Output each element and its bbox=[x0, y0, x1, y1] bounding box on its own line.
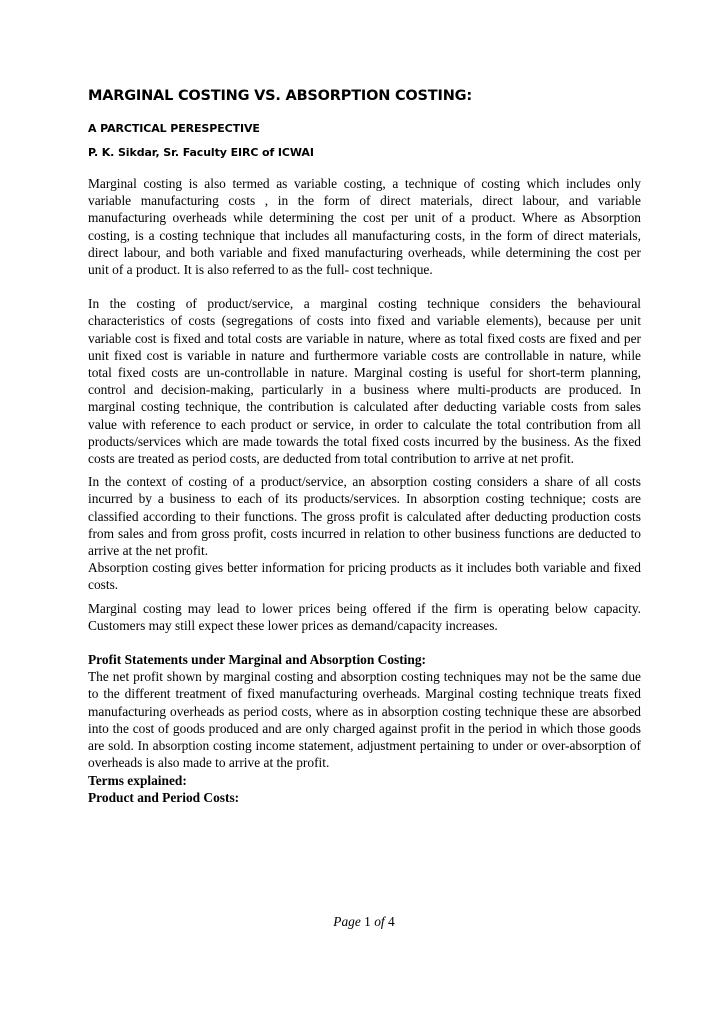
author-line: P. K. Sikdar, Sr. Faculty EIRC of ICWAI bbox=[88, 146, 314, 159]
of-word: of bbox=[374, 914, 385, 929]
terms-heading: Terms explained: bbox=[88, 772, 187, 788]
document-body bbox=[88, 88, 641, 806]
document-subtitle: A PARCTICAL PERESPECTIVE bbox=[88, 122, 260, 135]
document-title: MARGINAL COSTING VS. ABSORPTION COSTING: bbox=[88, 88, 472, 104]
paragraph-pricing: Absorption costing gives better information for pricing products as it includes both variable and fixed costs. bbox=[88, 560, 641, 593]
page-number: 1 bbox=[364, 914, 371, 929]
page-footer bbox=[0, 914, 728, 930]
page-word: Page bbox=[333, 914, 361, 929]
paragraph-lower-prices: Marginal costing may lead to lower prices being offered if the firm is operating below capacity. Customers may still expect these lower prices as demand/capacity increases. bbox=[88, 600, 641, 633]
paragraph-profit-statements: The net profit shown by marginal costing and absorption costing techniques may not be the same due to the different treatment of fixed manufacturing overheads. Marginal costing technique treats fixed manufacturing overheads as period costs, where as in absorption costing technique these are absorbed into the cost of goods produced and are only charged against profit in the period in which those goods are sold. In absorption costing income statement, adjustment pertaining to under or over-absorption of overheads is also made to arrive at the profit. bbox=[88, 669, 641, 771]
paragraph-marginal: In the costing of product/service, a marginal costing technique considers the behavioural characteristics of costs (segregations of costs into fixed and variable elements), because per unit variable cost is fixed and total costs are variable in nature, where as total fixed costs are fixed and per unit fixed cost is variable in nature and furthermore variable costs are controllable in nature, while total fixed costs are un-controllable in nature. Marginal costing is useful for short-term planning, control and decision-making, particularly in a business where multi-products are produced. In marginal costing technique, the contribution is calculated after deducting variable costs from sales value with reference to each product or service, in order to calculate the total contribution from all products/services which are made towards the total fixed costs incurred by the business. As the fixed costs are treated as period costs, are deducted from total contribution to arrive at net profit. bbox=[88, 296, 641, 467]
paragraph-intro: Marginal costing is also termed as variable costing, a technique of costing which includes only variable manufacturing costs , in the form of direct materials, direct labour, and variable manufacturing overheads while determining the cost per unit of a product. Where as Absorption costing, is a costing technique that includes all manufacturing costs, in the form of direct materials, direct labour, and both variable and fixed manufacturing overheads, while determining the cost per unit of a product. It is also referred to as the full- cost technique. bbox=[88, 176, 641, 278]
profit-statements-heading: Profit Statements under Marginal and Absorption Costing: bbox=[88, 652, 427, 668]
product-period-heading: Product and Period Costs: bbox=[88, 789, 240, 805]
total-pages: 4 bbox=[388, 914, 395, 929]
paragraph-absorption: In the context of costing of a product/service, an absorption costing considers a share of all costs incurred by a business to each of its products/services. In absorption costing technique; costs are classified according to their functions. The gross profit is calculated after deducting production costs from sales and from gross profit, costs incurred in relation to other business functions are deducted to arrive at the net profit. bbox=[88, 474, 641, 559]
